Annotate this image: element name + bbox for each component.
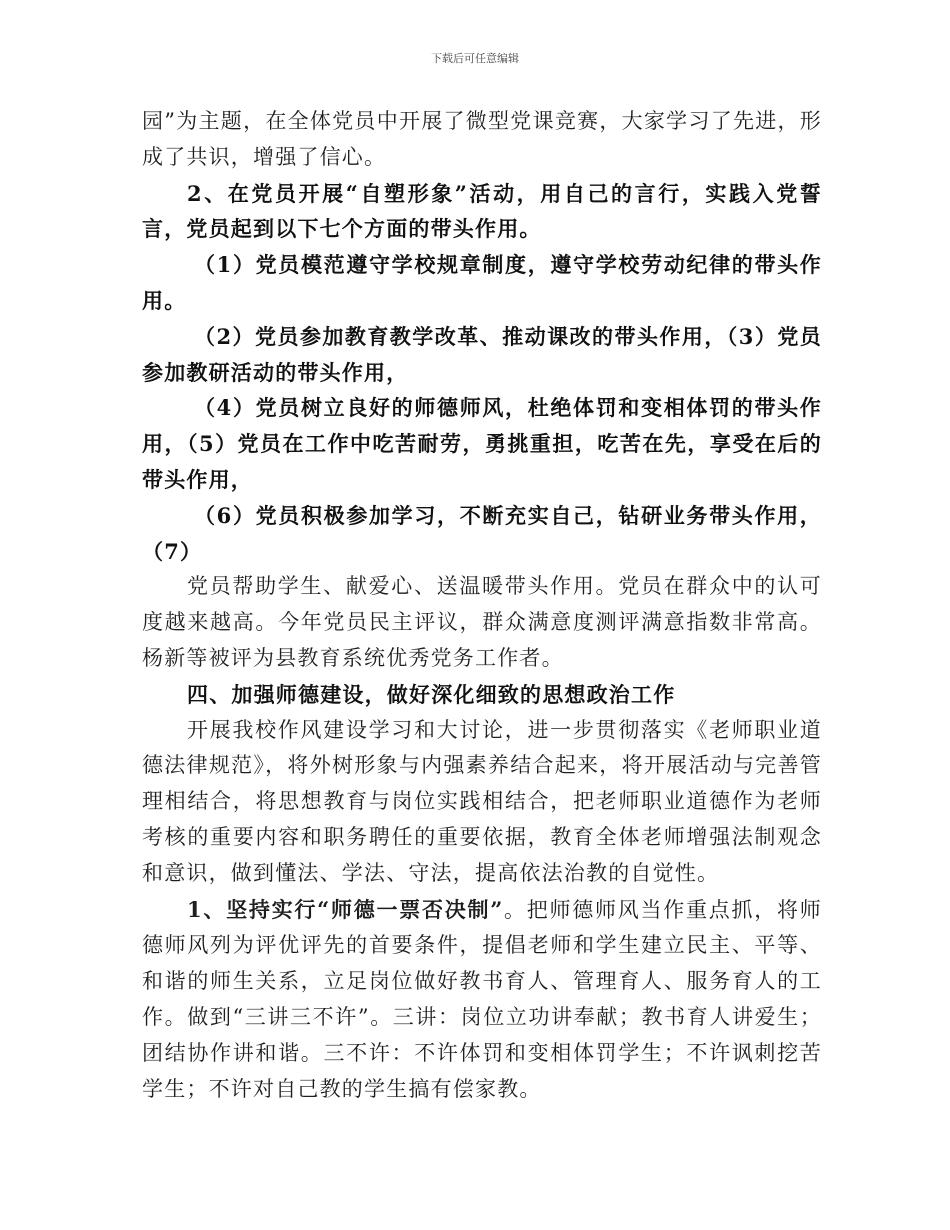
paragraph-3: （1）党员模范遵守学校规章制度，遵守学校劳动纪律的带头作用。 bbox=[142, 252, 822, 313]
document-body bbox=[142, 104, 822, 1107]
paragraph-6: （6）党员积极参加学习，不断充实自己，钻研业务带头作用，（7） bbox=[142, 502, 822, 564]
paragraph-7: 党员帮助学生、献爱心、送温暖带头作用。党员在群众中的认可度越来越高。今年党员民主评议，群众满意度测评满意指数非常高。杨新等被评为县教育系统优秀党务工作者。 bbox=[142, 574, 822, 670]
paragraph-10 bbox=[142, 892, 822, 1108]
paragraph-4: （2）党员参加教育教学改革、推动课改的带头作用，（3）党员参加教研活动的带头作用， bbox=[142, 323, 822, 385]
section-heading-4: 四、加强师德建设，做好深化细致的思想政治工作 bbox=[187, 681, 676, 707]
paragraph-10-text: 。把师德师风当作重点抓，将师德师风列为评优评先的首要条件，提倡老师和学生建立民主、平等、和谐的师生关系，立足岗位做好教书育人、管理育人、服务育人的工作。做到“三讲三不许”。三讲：岗位立功讲奉献；教书育人讲爱生；团结协作讲和谐。三不许：不许体罚和变相体罚学生；不许讽刺挖苦学生；不许对自己教的学生搞有偿家教。 bbox=[142, 897, 822, 1101]
paragraph-10-bold-lead: 1、坚持实行“师德一票否决制” bbox=[187, 896, 504, 922]
paragraph-9: 开展我校作风建设学习和大讨论，进一步贯彻落实《老师职业道德法律规范》，将外树形象与内强素养结合起来，将开展活动与完善管理相结合，将思想教育与岗位实践相结合，把老师职业道德作为老师考核的重要内容和职务聘任的重要依据，教育全体老师增强法制观念和意识，做到懂法、学法、守法，提高依法治教的自觉性。 bbox=[142, 717, 822, 885]
page-header: 下载后可任意编辑 bbox=[431, 52, 519, 65]
paragraph-1: 园”为主题，在全体党员中开展了微型党课竞赛，大家学习了先进，形成了共识，增强了信心。 bbox=[142, 109, 822, 169]
paragraph-2: 2、在党员开展“自塑形象”活动，用自己的言行，实践入党誓言，党员起到以下七个方面的带头作用。 bbox=[142, 180, 822, 242]
paragraph-5: （4）党员树立良好的师德师风，杜绝体罚和变相体罚的带头作用，（5）党员在工作中吃苦耐劳，勇挑重担，吃苦在先，享受在后的带头作用， bbox=[142, 395, 822, 492]
